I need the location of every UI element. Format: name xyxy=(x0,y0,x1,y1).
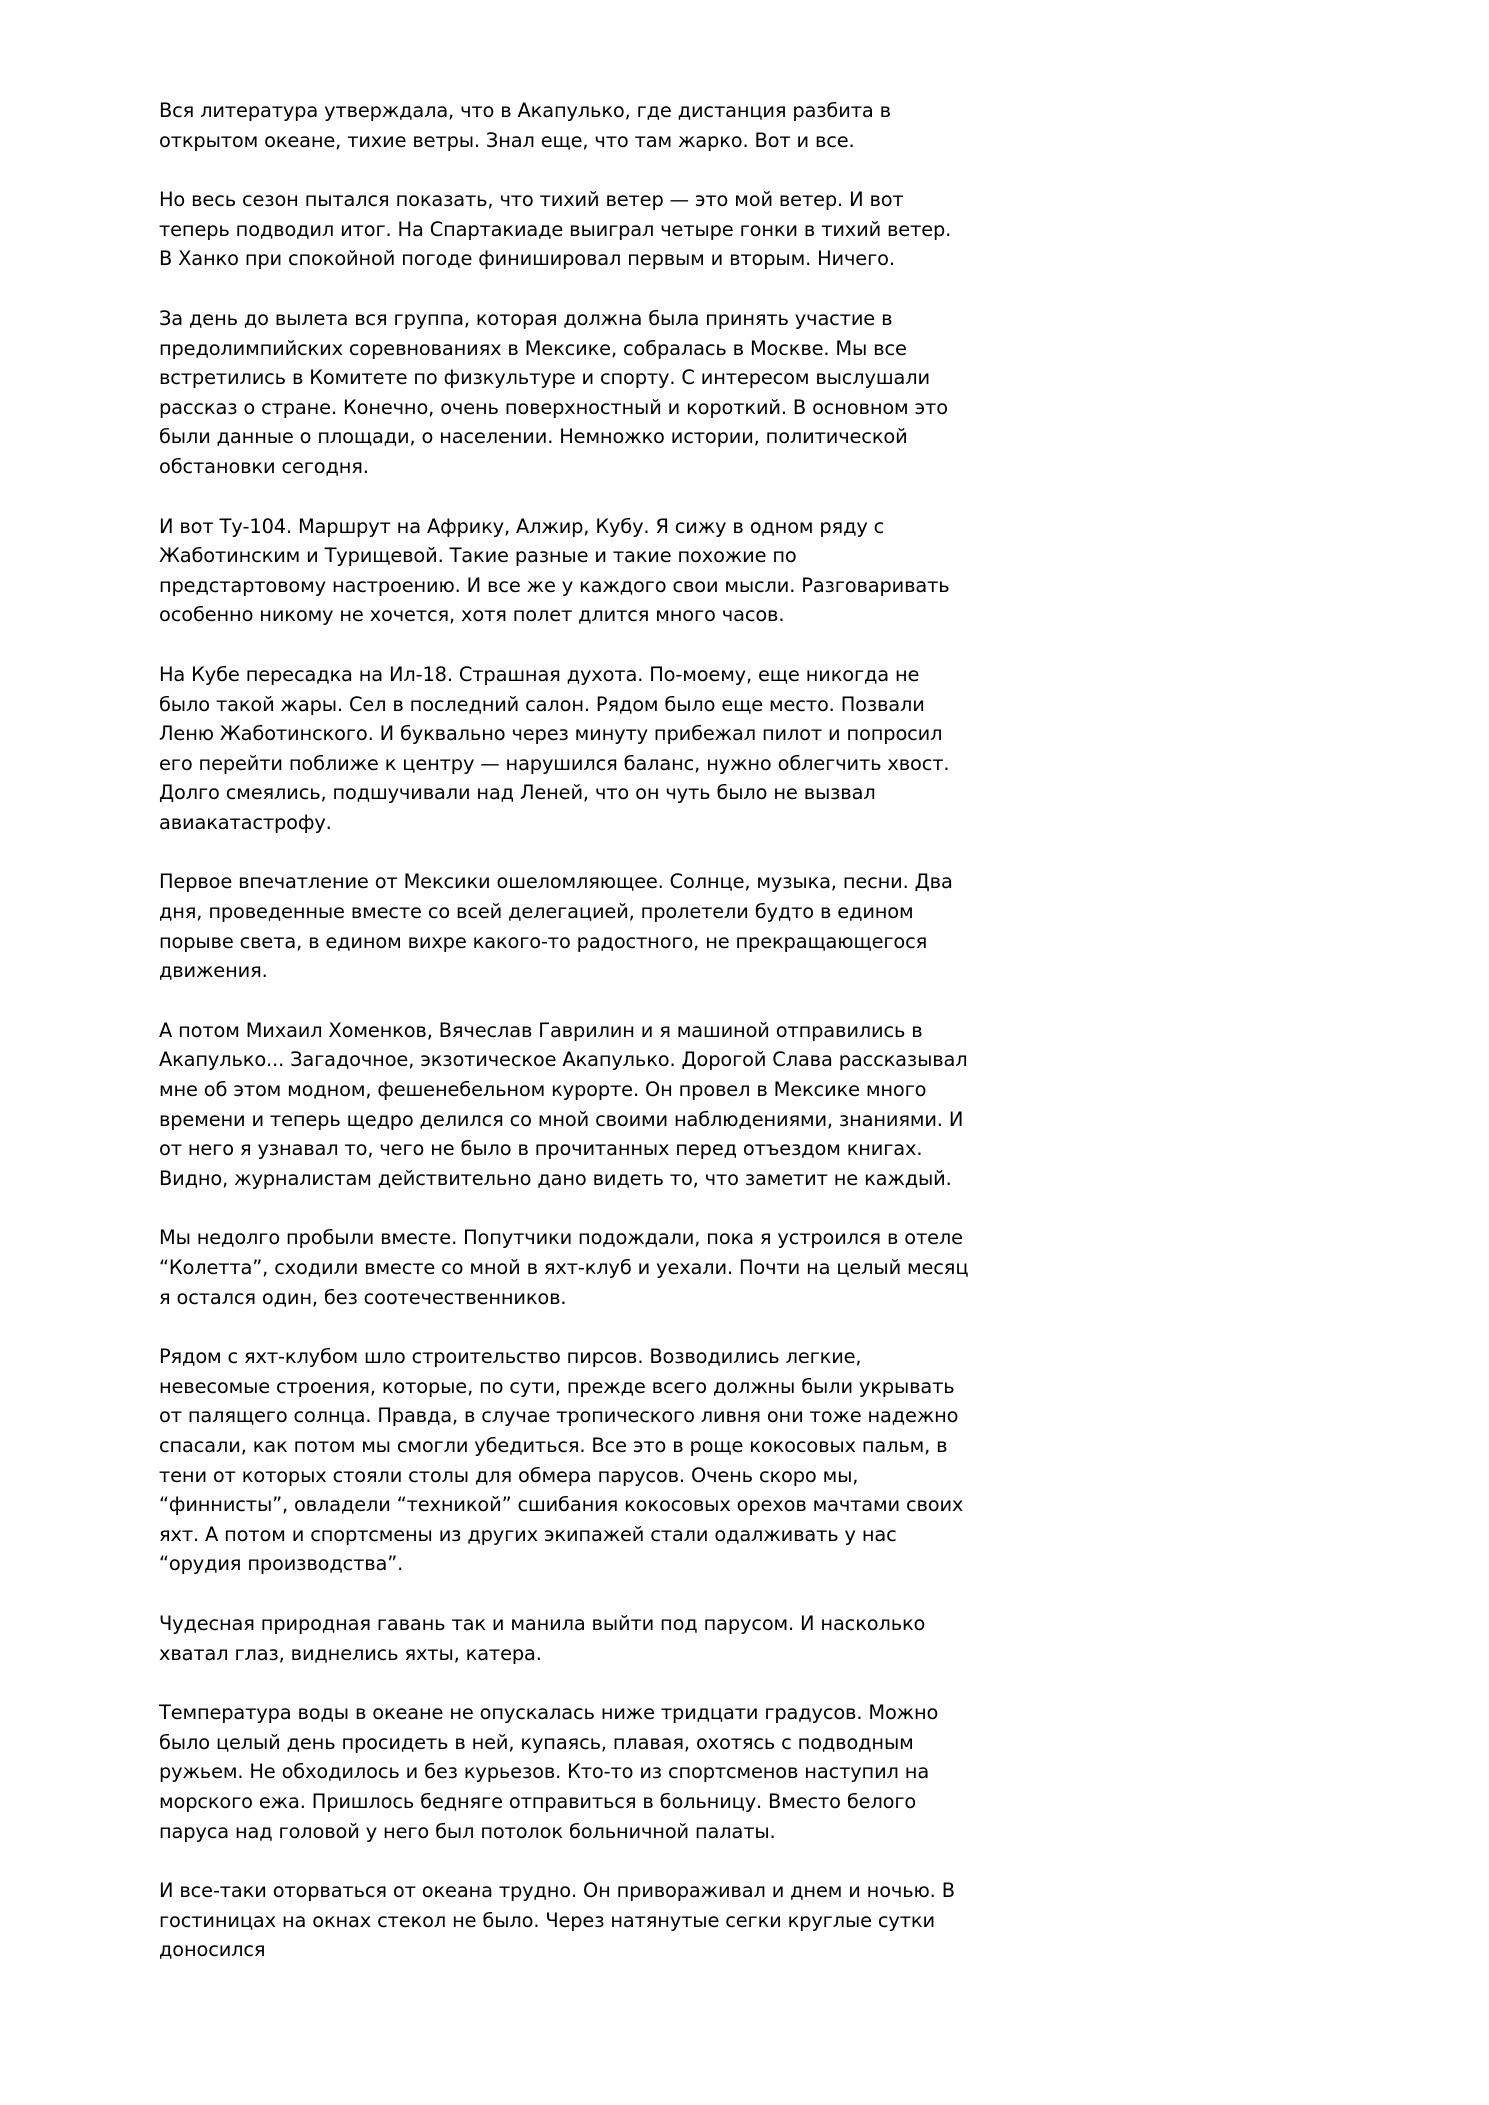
paragraph: Температура воды в океане не опускалась ниже тридцати градусов. Можно было целый день просидеть в ней, купаясь, плавая, охотясь с подводным ружьем. Не обходилось и без курьезов. Кто-то из спортсменов наступил на морского ежа. Пришлось бедняге отправиться в больницу. Вместо белого паруса над головой у него был потолок больничной палаты. xyxy=(159,1701,939,1843)
paragraph: И вот Ту-104. Маршрут на Африку, Алжир, Кубу. Я сижу в одном ряду с Жаботинским и Турищевой. Такие разные и такие похожие по предстартовому настроению. И все же у каждого свои мысли. Разговаривать особенно никому не хочется, хотя полет длится много часов. xyxy=(159,514,950,627)
paragraph: Мы недолго пробыли вместе. Попутчики подождали, пока я устроился в отеле “Колетта”, сходили вместе со мной в яхт-клуб и уехали. Почти на целый месяц я остался один, без соотечественников. xyxy=(159,1226,969,1309)
paragraph: И все-таки оторваться от океана трудно. Он привораживал и днем и ночью. В гостиницах на окнах стекол не было. Через натянутые сегки круглые сутки доносился xyxy=(159,1879,955,1962)
paragraph: А потом Михаил Хоменков, Вячеслав Гаврилин и я машиной отправились в Акапулько... Загадочное, экзотическое Акапулько. Дорогой Слава рассказывал мне об этом модном, фешенебельном курорте. Он провел в Мексике много времени и теперь щедро делился со мной своими наблюдениями, знаниями. И от него я узнавал то, чего не было в прочитанных перед отъездом книгах. Видно, журналистам действительно дано видеть то, что заметит не каждый. xyxy=(159,1018,968,1190)
text-column xyxy=(159,96,969,1965)
paragraph: Рядом с яхт-клубом шло строительство пирсов. Возводились легкие, невесомые строения, которые, по сути, прежде всего должны были укрывать от палящего солнца. Правда, в случае тропического ливня они тоже надежно спасали, как потом мы смогли убедиться. Все это в роще кокосовых пальм, в тени от которых стояли столы для обмера парусов. Очень скоро мы, “финнисты”, овладели “техникой” сшибания кокосовых орехов мачтами своих яхт. А потом и спортсмены из других экипажей стали одалживать у нас “орудия производства”. xyxy=(159,1345,964,1576)
paragraph: Но весь сезон пытался показать, что тихий ветер — это мой ветер. И вот теперь подводил итог. На Спартакиаде выиграл четыре гонки в тихий ветер. В Ханко при спокойной погоде финишировал первым и вторым. Ничего. xyxy=(159,188,952,271)
paragraph: Вся литература утверждала, что в Акапулько, где дистанция разбита в открытом океане, тихие ветры. Знал еще, что там жарко. Вот и все. xyxy=(159,99,891,152)
paragraph: Чудесная природная гавань так и манила выйти под парусом. И насколько хватал глаз, виднелись яхты, катера. xyxy=(159,1611,926,1665)
paragraph: Первое впечатление от Мексики ошеломляющее. Солнце, музыка, песни. Два дня, проведенные вместе со всей делегацией, пролетели будто в едином порыве света, в едином вихре какого-то радостного, не прекращающегося движения. xyxy=(159,870,953,983)
paragraph: На Кубе пересадка на Ил-18. Страшная духота. По-моему, еще никогда не было такой жары. Сел в последний салон. Рядом было еще место. Позвали Леню Жаботинского. И буквально через минуту прибежал пилот и попросил его перейти поближе к центру — нарушился баланс, нужно облегчить хвост. Долго смеялись, подшучивали над Леней, что он чуть было не вызвал авиакатастрофу. xyxy=(159,662,950,834)
paragraph: За день до вылета вся группа, которая должна была принять участие в предолимпийских соревнованиях в Мексике, собралась в Москве. Мы все встретились в Комитете по физкультуре и спорту. С интересом выслушали рассказ о стране. Конечно, очень поверхностный и короткий. В основном это были данные о площади, о населении. Немножко истории, политической обстановки сегодня. xyxy=(159,306,948,478)
